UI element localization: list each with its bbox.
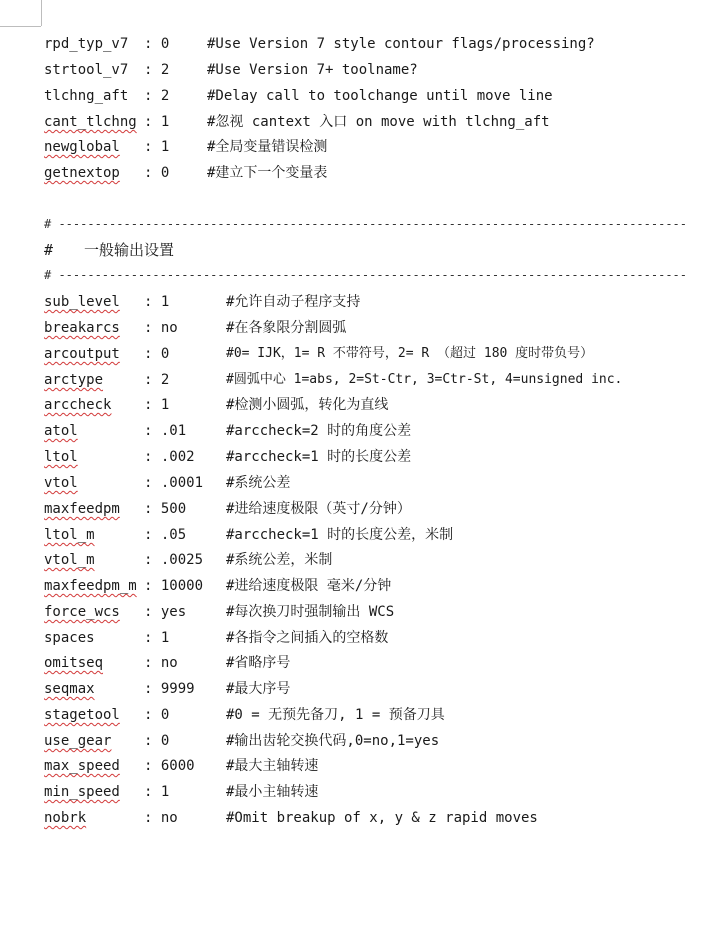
variable-comment: #忽视 cantext 入口 on move with tlchng_aft xyxy=(207,114,550,130)
code-line xyxy=(44,109,550,135)
code-line xyxy=(44,496,411,522)
code-line xyxy=(44,779,319,805)
variable-comment: #0= IJK，1= R 不带符号，2= R （超过 180 度时带负号） xyxy=(226,346,594,361)
variable-comment: #进给速度极限 毫米/分钟 xyxy=(226,578,392,594)
code-line xyxy=(44,392,389,418)
variable-name: arctype xyxy=(44,372,104,388)
code-line xyxy=(44,444,412,470)
variable-value: : .0001 xyxy=(144,475,204,491)
code-line xyxy=(44,470,291,496)
variable-name: tlchng_aft xyxy=(44,88,129,104)
variable-value: : 1 xyxy=(144,139,170,155)
variable-value: : 0 xyxy=(144,346,170,362)
variable-value: : no xyxy=(144,655,178,671)
variable-name: maxfeedpm_m xyxy=(44,578,137,594)
page-corner-mark xyxy=(0,26,41,28)
variable-value: : 1 xyxy=(144,114,170,130)
variable-comment: #输出齿轮交换代码,0=no,1=yes xyxy=(226,733,440,749)
code-line xyxy=(44,160,328,186)
code-line xyxy=(44,599,395,625)
code-line xyxy=(44,702,445,728)
variable-name: sub_level xyxy=(44,294,120,310)
code-line xyxy=(44,676,291,702)
code-line xyxy=(44,650,291,676)
variable-name: max_speed xyxy=(44,758,120,774)
variable-value: : 6000 xyxy=(144,758,195,774)
variable-value: : no xyxy=(144,810,178,826)
variable-name: vtol xyxy=(44,475,78,491)
variable-name: ltol_m xyxy=(44,527,95,543)
variable-name: atol xyxy=(44,423,78,439)
variable-value: : yes xyxy=(144,604,187,620)
code-line xyxy=(44,805,538,831)
code-line xyxy=(44,573,392,599)
variable-value: : 2 xyxy=(144,372,170,388)
variable-value: : .002 xyxy=(144,449,195,465)
variable-comment: #最大主轴转速 xyxy=(226,758,319,774)
section-heading-hash: # xyxy=(44,241,54,259)
variable-comment: #每次换刀时强制输出 WCS xyxy=(226,604,395,620)
variable-name: rpd_typ_v7 xyxy=(44,36,129,52)
variable-comment: #Use Version 7+ toolname? xyxy=(207,62,418,78)
variable-name: omitseq xyxy=(44,655,104,671)
variable-name: getnextop xyxy=(44,165,120,181)
section-rule-top xyxy=(44,211,687,237)
variable-comment: #arccheck=1 时的长度公差 xyxy=(226,449,412,465)
code-line xyxy=(44,625,389,651)
variable-name: breakarcs xyxy=(44,320,120,336)
section-rule-bottom xyxy=(44,262,687,288)
code-line xyxy=(44,57,418,83)
code-line xyxy=(44,728,440,754)
code-line xyxy=(44,367,623,393)
variable-name: min_speed xyxy=(44,784,120,800)
section-heading xyxy=(44,237,175,263)
code-line xyxy=(44,522,454,548)
section-rule-text: # --------------------------------------------------------------------------------------- xyxy=(44,268,687,282)
variable-name: nobrk xyxy=(44,810,87,826)
variable-comment: #Delay call to toolchange until move line xyxy=(207,88,553,104)
code-line xyxy=(44,289,361,315)
variable-comment: #允许自动子程序支持 xyxy=(226,294,361,310)
variable-comment: #arccheck=2 时的角度公差 xyxy=(226,423,412,439)
code-line xyxy=(44,31,595,57)
code-line xyxy=(44,753,319,779)
variable-name: spaces xyxy=(44,630,95,646)
code-line xyxy=(44,134,328,160)
variable-name: ltol xyxy=(44,449,78,465)
variable-name: stagetool xyxy=(44,707,120,723)
variable-comment: #省略序号 xyxy=(226,655,291,671)
section-heading-title: 一般输出设置 xyxy=(84,241,175,259)
variable-value: : 0 xyxy=(144,36,170,52)
variable-value: : 0 xyxy=(144,165,170,181)
code-line xyxy=(44,418,412,444)
variable-name: vtol_m xyxy=(44,552,95,568)
code-line xyxy=(44,547,333,573)
variable-comment: #圆弧中心 1=abs, 2=St-Ctr, 3=Ctr-St, 4=unsigned inc. xyxy=(226,372,623,387)
variable-comment: #最大序号 xyxy=(226,681,291,697)
variable-name: force_wcs xyxy=(44,604,120,620)
variable-value: : 1 xyxy=(144,784,170,800)
variable-value: : .0025 xyxy=(144,552,204,568)
variable-value: : 0 xyxy=(144,707,170,723)
variable-name: use_gear xyxy=(44,733,112,749)
variable-comment: #建立下一个变量表 xyxy=(207,165,328,181)
variable-value: : 0 xyxy=(144,733,170,749)
variable-name: cant_tlchng xyxy=(44,114,137,130)
variable-value: : 10000 xyxy=(144,578,204,594)
variable-name: maxfeedpm xyxy=(44,501,120,517)
variable-value: : no xyxy=(144,320,178,336)
variable-value: : .01 xyxy=(144,423,187,439)
section-rule-text: # --------------------------------------------------------------------------------------- xyxy=(44,217,687,231)
variable-comment: #Omit breakup of x, y & z rapid moves xyxy=(226,810,538,826)
variable-value: : .05 xyxy=(144,527,187,543)
variable-comment: #arccheck=1 时的长度公差，米制 xyxy=(226,527,454,543)
variable-comment: #在各象限分割圆弧 xyxy=(226,320,347,336)
variable-value: : 1 xyxy=(144,630,170,646)
variable-comment: #最小主轴转速 xyxy=(226,784,319,800)
variable-value: : 500 xyxy=(144,501,187,517)
variable-comment: #Use Version 7 style contour flags/processing? xyxy=(207,36,595,52)
variable-comment: #各指令之间插入的空格数 xyxy=(226,630,389,646)
variable-comment: #检测小圆弧，转化为直线 xyxy=(226,397,389,413)
variable-comment: #进给速度极限（英寸/分钟） xyxy=(226,501,411,517)
variable-name: arcoutput xyxy=(44,346,120,362)
variable-comment: #系统公差 xyxy=(226,475,291,491)
variable-value: : 2 xyxy=(144,62,170,78)
variable-value: : 9999 xyxy=(144,681,195,697)
variable-name: strtool_v7 xyxy=(44,62,129,78)
variable-name: newglobal xyxy=(44,139,120,155)
variable-comment: #系统公差，米制 xyxy=(226,552,333,568)
variable-name: arccheck xyxy=(44,397,112,413)
code-line xyxy=(44,83,553,109)
variable-name: seqmax xyxy=(44,681,95,697)
variable-value: : 1 xyxy=(144,397,170,413)
variable-value: : 1 xyxy=(144,294,170,310)
page-corner-mark xyxy=(41,0,43,26)
variable-value: : 2 xyxy=(144,88,170,104)
variable-comment: #全局变量错误检测 xyxy=(207,139,328,155)
code-line xyxy=(44,315,347,341)
code-line xyxy=(44,341,594,367)
variable-comment: #0 = 无预先备刀, 1 = 预备刀具 xyxy=(226,707,445,723)
